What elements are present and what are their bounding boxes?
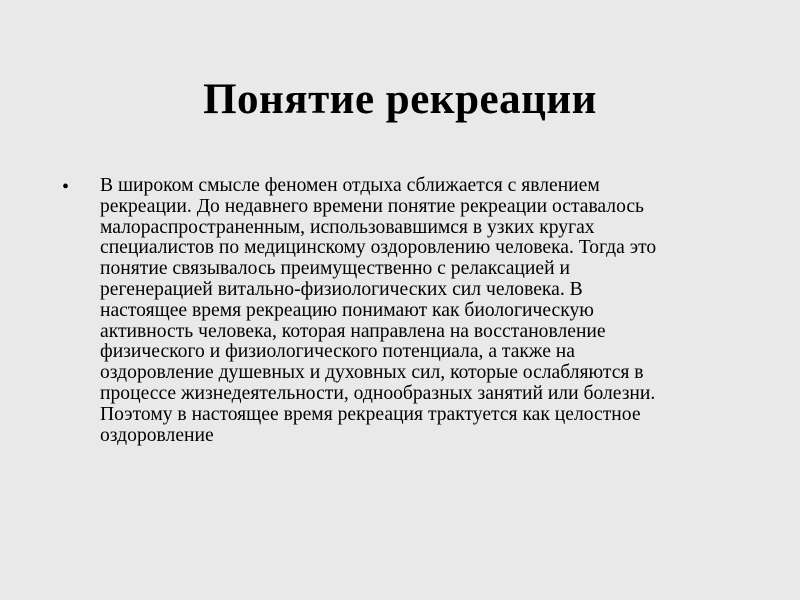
paragraph-line: Поэтому в настоящее время рекреация трактуется как целостное <box>100 403 641 425</box>
paragraph-line: активность человека, которая направлена на восстановление <box>100 320 606 342</box>
bullet-paragraph <box>100 176 760 446</box>
paragraph-line: оздоровление душевных и духовных сил, которые ослабляются в <box>100 362 644 384</box>
paragraph-line: малораспространенным, использовавшимся в узких кругах <box>100 216 595 238</box>
paragraph-line: физического и физиологического потенциала, а также на <box>100 341 575 363</box>
paragraph-line: регенерацией витально-физиологических сил человека. В <box>100 278 583 300</box>
paragraph-line: рекреации. До недавнего времени понятие рекреации оставалось <box>100 195 644 217</box>
paragraph-line: В широком смысле феномен отдыха сближается с явлением <box>100 175 600 196</box>
paragraph-line: процессе жизнедеятельности, однообразных занятий или болезни. <box>100 382 656 404</box>
paragraph-line: специалистов по медицинскому оздоровлению человека. Тогда это <box>100 237 657 259</box>
bullet-marker: • <box>62 176 70 198</box>
paragraph-line: понятие связывалось преимущественно с релаксацией и <box>100 258 570 280</box>
paragraph-line: оздоровление <box>100 424 214 446</box>
paragraph-line: настоящее время рекреацию понимают как биологическую <box>100 299 594 321</box>
slide-title: Понятие рекреации <box>203 76 597 123</box>
